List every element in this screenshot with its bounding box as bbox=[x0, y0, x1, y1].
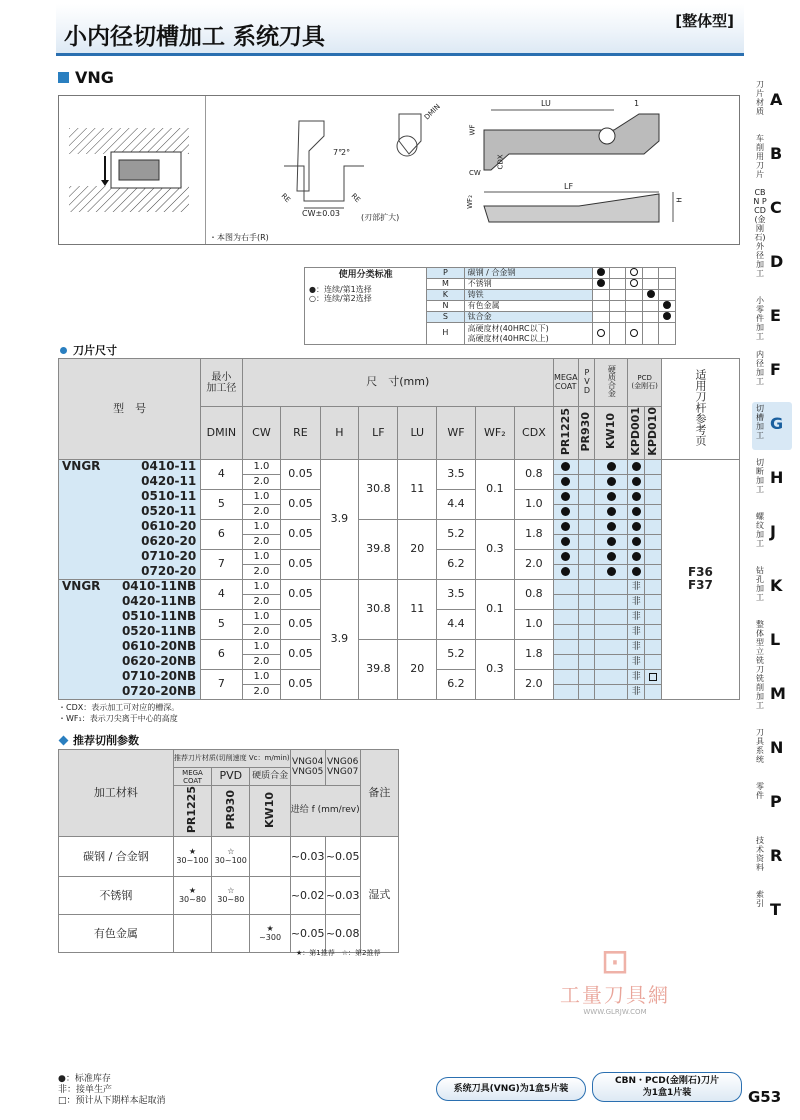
cdx-cell: 2.0 bbox=[514, 549, 553, 579]
lu-cell: 20 bbox=[398, 519, 437, 579]
cdx-cell: 1.0 bbox=[514, 489, 553, 519]
wf-cell: 3.5 bbox=[437, 459, 476, 489]
model-code: 0610-20NB bbox=[121, 639, 197, 654]
stock-dot-icon bbox=[607, 537, 616, 546]
chapter-tab-letter: J bbox=[770, 522, 776, 541]
mat-cell: 碳钢 / 合金钢 bbox=[59, 837, 174, 877]
lf-cell: 30.8 bbox=[359, 459, 398, 519]
pack-note-vng: 系统刀具(VNG)为1盒5片装 bbox=[436, 1077, 586, 1101]
angle7-label: 7° bbox=[333, 148, 343, 157]
lu-cell: 20 bbox=[398, 639, 437, 699]
model-code: 0620-20NB bbox=[121, 654, 197, 669]
chapter-tab-letter: M bbox=[770, 684, 786, 703]
cw-cell: 2.0 bbox=[242, 474, 281, 489]
wf-cell: 3.5 bbox=[437, 579, 476, 609]
col-wf2: WF₂ bbox=[475, 407, 514, 460]
model-code: 0710-20 bbox=[141, 549, 197, 564]
stock-dot-icon bbox=[632, 537, 641, 546]
model-code: 0420-11 bbox=[141, 474, 197, 489]
re-cell: 0.05 bbox=[281, 639, 320, 669]
wf-cell: 4.4 bbox=[437, 489, 476, 519]
chapter-tab-letter: K bbox=[770, 576, 783, 595]
holder-header: 适用刀杆参考页 bbox=[693, 368, 707, 446]
chapter-tab-letter: L bbox=[770, 630, 781, 649]
lf-cell: 39.8 bbox=[359, 639, 398, 699]
dmin-cell: 4 bbox=[201, 459, 242, 489]
chapter-tab-label: 铣削加工 bbox=[756, 674, 764, 710]
model-code: 0410-11 bbox=[141, 459, 197, 474]
chapter-tab-label: 外径加工 bbox=[756, 242, 764, 278]
cw-cell: 1.0 bbox=[242, 549, 281, 564]
model-header: 型 号 bbox=[59, 359, 201, 460]
usage-legend-1: ●：连续/第1选择 bbox=[309, 284, 372, 294]
wf2-cell: 0.1 bbox=[475, 579, 514, 639]
series-label: VNGR bbox=[62, 459, 101, 474]
mega-header: MEGA COAT bbox=[553, 359, 578, 407]
series-label: VNGR bbox=[62, 579, 101, 594]
feed-cell: ~0.03 bbox=[290, 837, 325, 877]
stock-dot-icon bbox=[632, 552, 641, 561]
stock-dot-icon bbox=[607, 462, 616, 471]
model-code: 0520-11 bbox=[141, 504, 197, 519]
page-number: G53 bbox=[748, 1088, 782, 1106]
page-title: 小内径切槽加工 系统刀具 bbox=[64, 24, 326, 50]
usage-name: 有色金属 bbox=[464, 301, 593, 312]
usage-name: 高硬度材(40HRC以下) 高硬度材(40HRC以上) bbox=[464, 323, 593, 345]
cw-cell: 1.0 bbox=[242, 459, 281, 474]
wf-cell: 5.2 bbox=[437, 639, 476, 669]
dmin-cell: 5 bbox=[201, 489, 242, 519]
stock-dot-icon bbox=[632, 507, 641, 516]
stock-dot-icon bbox=[607, 477, 616, 486]
re-cell: 0.05 bbox=[281, 609, 320, 639]
re-cell: 0.05 bbox=[281, 669, 320, 699]
cdx-cell: 2.0 bbox=[514, 669, 553, 699]
section-title: VNG bbox=[58, 68, 114, 87]
cw-cell: 2.0 bbox=[242, 504, 281, 519]
cdx-cell: 0.8 bbox=[514, 459, 553, 489]
chapter-tab-l[interactable] bbox=[752, 618, 792, 674]
chapter-tab-h[interactable] bbox=[752, 456, 792, 504]
dmin-cell: 7 bbox=[201, 549, 242, 579]
order-mark: 非 bbox=[631, 672, 641, 683]
grade-cell bbox=[173, 915, 211, 953]
chapter-tab-j[interactable] bbox=[752, 510, 792, 558]
dmin-cell: 7 bbox=[201, 669, 242, 699]
grade-header: 推荐刀片材质(切削速度 Vc：m/min) bbox=[173, 750, 290, 768]
re-cell: 0.05 bbox=[281, 459, 320, 489]
chapter-tab-label: 车削用刀片 bbox=[756, 134, 764, 179]
wf-cell: 5.2 bbox=[437, 519, 476, 549]
chapter-tab-label: 整体型立铣刀 bbox=[756, 620, 764, 674]
page-header bbox=[56, 4, 744, 56]
cw-tol-label: CW±0.03 bbox=[302, 209, 341, 218]
chapter-tab-letter: P bbox=[770, 792, 782, 811]
usage-code: M bbox=[427, 279, 464, 290]
chapter-tab-f[interactable] bbox=[752, 348, 792, 396]
usage-code: P bbox=[427, 268, 464, 279]
order-mark: 非 bbox=[631, 657, 641, 668]
cw-cell: 2.0 bbox=[242, 684, 281, 699]
chapter-tab-label: 螺纹加工 bbox=[756, 512, 764, 548]
chapter-tab-d[interactable] bbox=[752, 240, 792, 288]
lf-label: LF bbox=[564, 182, 574, 191]
feed-cell: ~0.05 bbox=[325, 837, 360, 877]
chapter-tab-letter: H bbox=[770, 468, 784, 487]
grade-cell: ★ ~300 bbox=[250, 915, 290, 953]
table-row bbox=[59, 519, 740, 534]
chapter-tab-label: CBN PCD(金刚石) bbox=[753, 188, 767, 242]
stock-dot-icon bbox=[632, 522, 641, 531]
cw-label: CW bbox=[469, 169, 481, 177]
chapter-tab-a[interactable] bbox=[752, 78, 792, 126]
hard-header: 硬质合金 bbox=[250, 768, 290, 786]
cutting-table bbox=[58, 749, 399, 953]
re-cell: 0.05 bbox=[281, 549, 320, 579]
stock-dot-icon bbox=[632, 567, 641, 576]
grade-kw10: KW10 bbox=[263, 791, 277, 828]
min-dia-header: 最小 加工径 bbox=[201, 359, 242, 407]
chapter-tab-label: 技术资料 bbox=[756, 836, 764, 872]
cw-cell: 1.0 bbox=[242, 639, 281, 654]
wf-cell: 6.2 bbox=[437, 549, 476, 579]
cutting-legend: ★：第1推荐 ☆：第2推荐 bbox=[296, 949, 381, 957]
grade-kpd010: KPD010 bbox=[645, 407, 659, 456]
pcd-header: PCD (金刚石) bbox=[628, 359, 662, 407]
model-code: 0710-20NB bbox=[121, 669, 197, 684]
mega-header: MEGA COAT bbox=[173, 768, 211, 786]
model-code: 0420-11NB bbox=[121, 594, 197, 609]
model-code: 0520-11NB bbox=[121, 624, 197, 639]
usage-name: 铸铁 bbox=[464, 290, 593, 301]
mat-cell: 有色金属 bbox=[59, 915, 174, 953]
feed-cell: ~0.08 bbox=[325, 915, 360, 953]
cw-cell: 1.0 bbox=[242, 669, 281, 684]
col-re: RE bbox=[281, 407, 320, 460]
stock-dot-icon bbox=[561, 522, 570, 531]
stock-dot-icon bbox=[561, 552, 570, 561]
stock-dot-icon bbox=[607, 552, 616, 561]
usage-code: K bbox=[427, 290, 464, 301]
wf2-cell: 0.1 bbox=[475, 459, 514, 519]
stock-dot-icon bbox=[607, 492, 616, 501]
stock-dot-icon bbox=[561, 462, 570, 471]
pvd-header: PVD bbox=[582, 367, 592, 395]
cw-cell: 1.0 bbox=[242, 489, 281, 504]
usage-code: S bbox=[427, 312, 464, 323]
square-icon bbox=[58, 72, 69, 83]
h-label: H bbox=[675, 197, 684, 203]
chapter-tab-label: 钻孔加工 bbox=[756, 566, 764, 602]
cw-cell: 1.0 bbox=[242, 609, 281, 624]
chapter-tab-m[interactable] bbox=[752, 672, 792, 720]
chapter-tab-label: 刀具系统 bbox=[756, 728, 764, 764]
cw-cell: 2.0 bbox=[242, 534, 281, 549]
model-code: 0510-11 bbox=[141, 489, 197, 504]
chapter-tab-letter: D bbox=[770, 252, 784, 271]
re-label: RE bbox=[279, 191, 292, 205]
order-mark: 非 bbox=[631, 687, 641, 698]
cw-cell: 2.0 bbox=[242, 654, 281, 669]
feed-cell: ~0.05 bbox=[290, 915, 325, 953]
cdx-cell: 0.8 bbox=[514, 579, 553, 609]
chapter-tab-label: 刀片材质 bbox=[756, 80, 764, 116]
footer-legend: ●：标准库存 非：接单生产 □：预计从下期样本起取消 bbox=[58, 1074, 166, 1106]
chapter-tab-letter: E bbox=[770, 306, 781, 325]
cdx-label: CDX bbox=[496, 154, 505, 170]
chapter-tab-letter: G bbox=[770, 414, 784, 433]
table-row bbox=[59, 579, 740, 594]
usage-title: 使用分类标准 bbox=[338, 270, 393, 280]
table-row bbox=[59, 459, 740, 474]
grade-cell: ☆ 30~100 bbox=[212, 837, 250, 877]
chapter-tab-p[interactable] bbox=[752, 780, 792, 828]
col-cw: CW bbox=[242, 407, 281, 460]
model-code: 0620-20 bbox=[141, 534, 197, 549]
enlarge-label: (刃部扩大) bbox=[361, 213, 400, 222]
chapter-tab-letter: F bbox=[770, 360, 781, 379]
lu-cell: 11 bbox=[398, 459, 437, 519]
pack-note-pcd: CBN・PCD(金刚石)刀片 为1盒1片装 bbox=[592, 1072, 742, 1102]
stock-dot-icon bbox=[561, 567, 570, 576]
model-code: 0610-20 bbox=[141, 519, 197, 534]
lf-cell: 30.8 bbox=[359, 579, 398, 639]
order-mark: 非 bbox=[631, 582, 641, 593]
model-code: 0510-11NB bbox=[121, 609, 197, 624]
insert-table bbox=[58, 358, 740, 700]
chapter-tab-c[interactable] bbox=[752, 186, 792, 242]
drawing-note: ・本图为右手(R) bbox=[209, 233, 269, 242]
chapter-tab-letter: B bbox=[770, 144, 783, 163]
chapter-tab-k[interactable] bbox=[752, 564, 792, 612]
dmin-cell: 5 bbox=[201, 609, 242, 639]
grade-cell bbox=[250, 837, 290, 877]
model-code: 0720-20NB bbox=[121, 683, 197, 698]
wf-label: WF bbox=[468, 124, 477, 136]
col-lu: LU bbox=[398, 407, 437, 460]
order-mark: 非 bbox=[631, 642, 641, 653]
type-badge: [整体型] bbox=[675, 12, 734, 30]
h-cell: 3.9 bbox=[320, 579, 359, 699]
dmin-label: DMIN bbox=[422, 102, 442, 122]
grade-kpd001: KPD001 bbox=[629, 407, 643, 456]
stock-dot-icon bbox=[632, 462, 641, 471]
feed-header: 进给 f (mm/rev) bbox=[290, 786, 360, 837]
feed-cell: ~0.03 bbox=[325, 877, 360, 915]
stock-dot-icon bbox=[607, 522, 616, 531]
grade-cell bbox=[250, 877, 290, 915]
chapter-tab-letter: T bbox=[770, 900, 781, 919]
col-dmin: DMIN bbox=[201, 407, 242, 460]
insert-drawing bbox=[59, 96, 741, 246]
usage-name: 碳钢 / 合金钢 bbox=[464, 268, 593, 279]
cw-cell: 1.0 bbox=[242, 519, 281, 534]
grade-kw10: KW10 bbox=[604, 413, 618, 450]
stock-dot-icon bbox=[632, 492, 641, 501]
hard-header: 硬质合金 bbox=[607, 364, 617, 397]
watermark: ⊡ 工量刀具網 WWW.GLRJW.COM bbox=[545, 945, 685, 1016]
usage-table bbox=[304, 267, 676, 345]
drawing-box bbox=[58, 95, 740, 245]
stock-dot-icon bbox=[607, 567, 616, 576]
angle2-label: 2° bbox=[341, 148, 351, 157]
usage-name: 钛合金 bbox=[464, 312, 593, 323]
stock-dot-icon bbox=[561, 477, 570, 486]
chapter-tab-b[interactable] bbox=[752, 132, 792, 180]
chapter-tab-label: 切断加工 bbox=[756, 458, 764, 494]
remark-cell: 湿式 bbox=[360, 837, 398, 953]
watermark-logo-icon: ⊡ bbox=[600, 942, 630, 982]
usage-code: N bbox=[427, 301, 464, 312]
chapter-tab-label: 内径加工 bbox=[756, 350, 764, 386]
lu-label: LU bbox=[541, 99, 551, 108]
note-header: 备注 bbox=[360, 750, 398, 837]
chapter-tab-letter: N bbox=[770, 738, 784, 757]
grade-cell bbox=[212, 915, 250, 953]
grade-pr1225: PR1225 bbox=[558, 407, 572, 455]
usage-legend-2: ○：连续/第2选择 bbox=[309, 293, 372, 303]
grade-cell: ☆ 30~80 bbox=[212, 877, 250, 915]
col-lf: LF bbox=[359, 407, 398, 460]
chapter-tab-letter: A bbox=[770, 90, 783, 109]
cw-cell: 2.0 bbox=[242, 594, 281, 609]
cdx-cell: 1.8 bbox=[514, 519, 553, 549]
lf-cell: 39.8 bbox=[359, 519, 398, 579]
table-row bbox=[59, 639, 740, 654]
mat-header: 加工材料 bbox=[59, 750, 174, 837]
order-mark: 非 bbox=[631, 612, 641, 623]
chapter-tab-label: 切槽加工 bbox=[756, 404, 764, 440]
chapter-tab-g[interactable] bbox=[752, 402, 792, 450]
vng1-header: VNG04 VNG05 bbox=[290, 750, 325, 786]
chapter-tab-label: 小零件加工 bbox=[756, 296, 764, 341]
grade-cell: ★ 30~100 bbox=[173, 837, 211, 877]
wf2-label: WF₂ bbox=[465, 195, 474, 209]
cdx-cell: 1.8 bbox=[514, 639, 553, 669]
pvd-header: PVD bbox=[212, 768, 250, 786]
wf2-cell: 0.3 bbox=[475, 519, 514, 579]
cdx-cell: 1.0 bbox=[514, 609, 553, 639]
cw-cell: 2.0 bbox=[242, 624, 281, 639]
vng2-header: VNG06 VNG07 bbox=[325, 750, 360, 786]
grade-pr1225: PR1225 bbox=[185, 786, 199, 834]
order-mark: 非 bbox=[631, 597, 641, 608]
holder-pages: F36 F37 bbox=[661, 459, 739, 699]
usage-code: H bbox=[427, 323, 464, 345]
wf2-cell: 0.3 bbox=[475, 639, 514, 699]
dmin-cell: 6 bbox=[201, 519, 242, 549]
chapter-tab-label: 索引 bbox=[756, 890, 764, 908]
dmin-cell: 4 bbox=[201, 579, 242, 609]
dmin-cell: 6 bbox=[201, 639, 242, 669]
cutting-subtitle: 推荐切削参数 bbox=[60, 732, 139, 748]
chapter-tab-letter: R bbox=[770, 846, 783, 865]
chapter-tab-e[interactable] bbox=[752, 294, 792, 342]
model-code: 0720-20 bbox=[141, 563, 197, 578]
stock-dot-icon bbox=[561, 492, 570, 501]
stock-dot-icon bbox=[561, 537, 570, 546]
chapter-tab-letter: C bbox=[770, 198, 782, 217]
chapter-tab-n[interactable] bbox=[752, 726, 792, 774]
chapter-tab-r[interactable] bbox=[752, 834, 792, 882]
wf-cell: 4.4 bbox=[437, 609, 476, 639]
grade-cell: ★ 30~80 bbox=[173, 877, 211, 915]
col-cdx: CDX bbox=[514, 407, 553, 460]
col-h: H bbox=[320, 407, 359, 460]
h-cell: 3.9 bbox=[320, 459, 359, 579]
cw-cell: 2.0 bbox=[242, 564, 281, 579]
grade-pr930: PR930 bbox=[223, 789, 237, 830]
cw-cell: 1.0 bbox=[242, 579, 281, 594]
insert-subtitle: 刀片尺寸 bbox=[60, 342, 117, 358]
col-wf: WF bbox=[437, 407, 476, 460]
one-label: 1 bbox=[634, 99, 640, 108]
re-cell: 0.05 bbox=[281, 519, 320, 549]
re-cell: 0.05 bbox=[281, 579, 320, 609]
re-cell: 0.05 bbox=[281, 489, 320, 519]
mat-cell: 不锈钢 bbox=[59, 877, 174, 915]
stock-dot-icon bbox=[632, 477, 641, 486]
lu-cell: 11 bbox=[398, 579, 437, 639]
chapter-tab-t[interactable] bbox=[752, 888, 792, 936]
grade-pr930: PR930 bbox=[579, 411, 593, 452]
chapter-tab-label: 零件 bbox=[756, 782, 764, 800]
model-code: 0410-11NB bbox=[121, 579, 197, 594]
feed-cell: ~0.02 bbox=[290, 877, 325, 915]
discontinue-square-icon bbox=[649, 673, 657, 681]
re-label-2: RE bbox=[349, 191, 362, 205]
insert-notes: ・CDX：表示加工可对应的槽深。 ・WF₁：表示刀尖离于中心的高度 bbox=[58, 703, 180, 723]
stock-dot-icon bbox=[607, 507, 616, 516]
wf-cell: 6.2 bbox=[437, 669, 476, 699]
stock-dot-icon bbox=[561, 507, 570, 516]
usage-name: 不锈钢 bbox=[464, 279, 593, 290]
order-mark: 非 bbox=[631, 627, 641, 638]
dims-header: 尺 寸(mm) bbox=[242, 359, 553, 407]
